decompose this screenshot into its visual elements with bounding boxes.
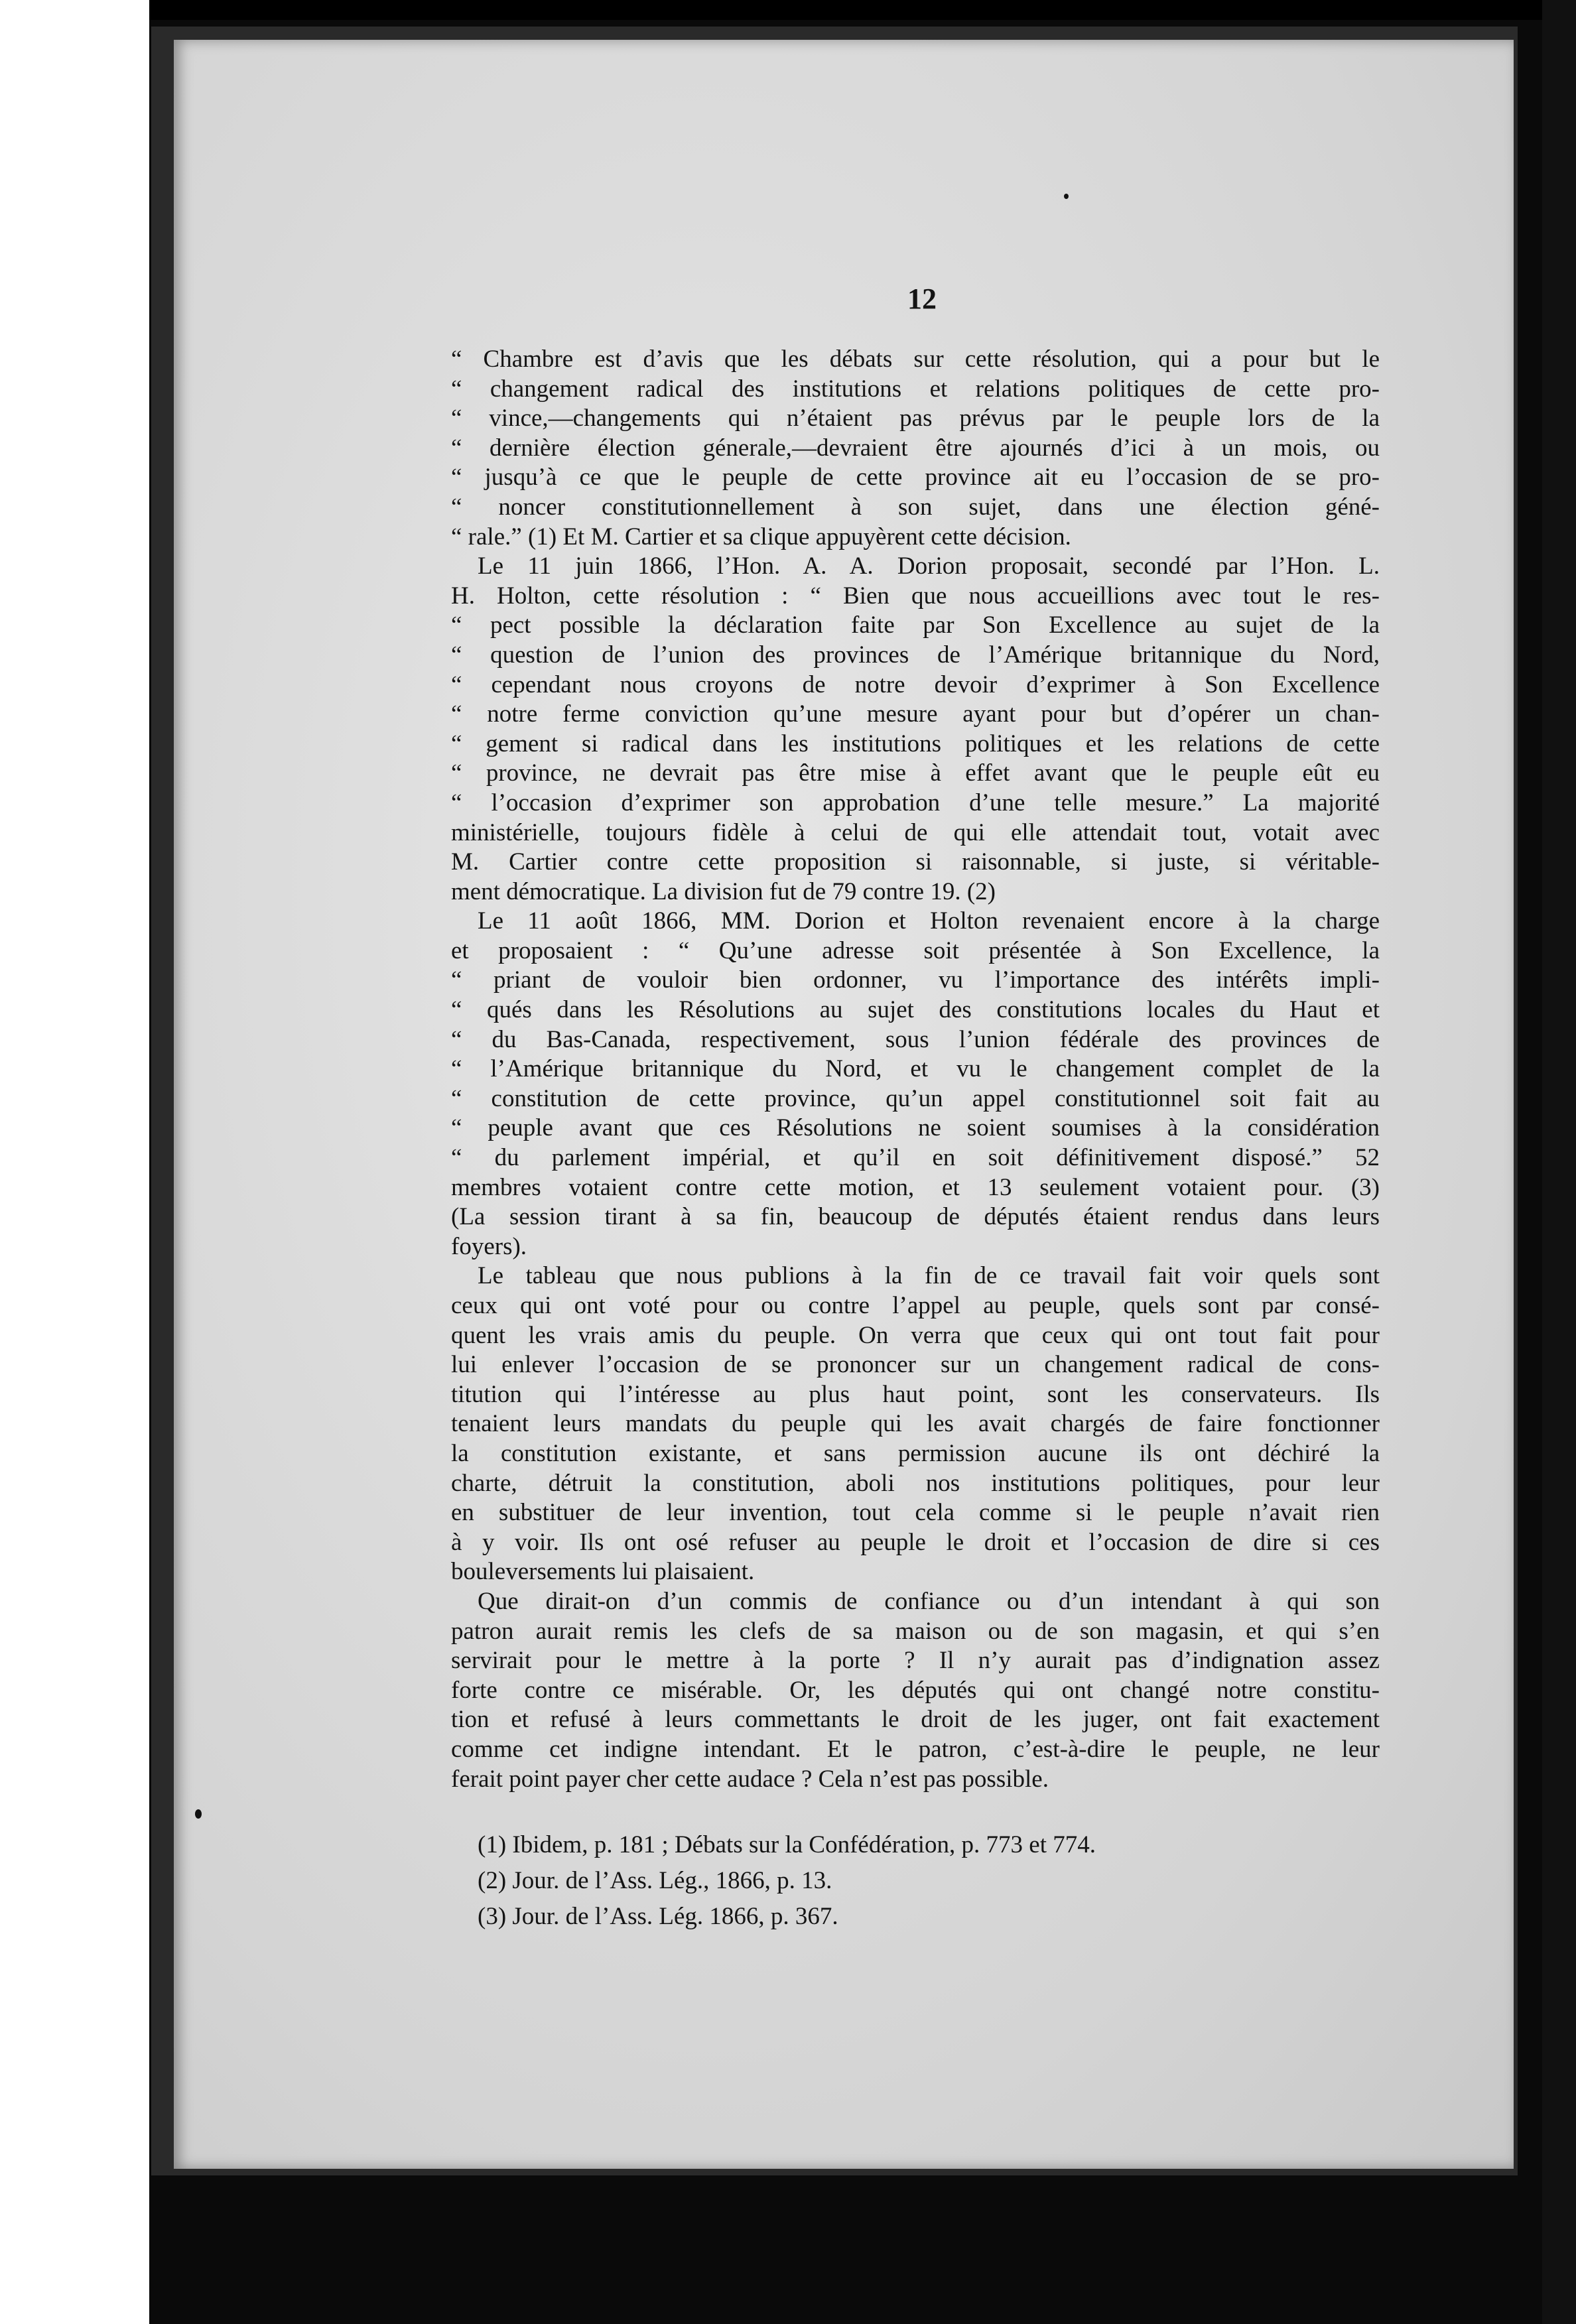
- body-line: foyers).: [451, 1232, 527, 1260]
- body-line: “ gement si radical dans les institutions politiques et les relations de cette: [451, 730, 1380, 757]
- page-number: 12: [907, 283, 937, 315]
- body-line: en substituer de leur invention, tout cela comme si le peuple n’avait rien: [451, 1499, 1380, 1527]
- body-line: Le tableau que nous publions à la fin de ce travail fait voir quels sont: [478, 1262, 1380, 1290]
- body-line: “ noncer constitutionnellement à son sujet, dans une élection géné-: [451, 493, 1380, 521]
- body-line: lui enlever l’occasion de se prononcer sur un changement radical de cons-: [451, 1351, 1380, 1379]
- body-line: M. Cartier contre cette proposition si raisonnable, si juste, si véritable-: [451, 848, 1380, 876]
- body-line: membres votaient contre cette motion, et 13 seulement votaient pour. (3): [451, 1173, 1380, 1201]
- body-line: “ Chambre est d’avis que les débats sur cette résolution, qui a pour but le: [451, 346, 1380, 373]
- body-line: “ cependant nous croyons de notre devoir d’exprimer à Son Excellence: [451, 671, 1380, 698]
- body-line: “ qués dans les Résolutions au sujet des constitutions locales du Haut et: [451, 996, 1380, 1024]
- body-line: “ question de l’union des provinces de l’Amérique britannique du Nord,: [451, 641, 1380, 669]
- body-line: “ l’occasion d’exprimer son approbation d’une telle mesure.” La majorité: [451, 789, 1380, 816]
- document-body: [451, 345, 1380, 1794]
- body-line: Le 11 juin 1866, l’Hon. A. A. Dorion proposait, secondé par l’Hon. L.: [478, 552, 1380, 580]
- body-line: “ changement radical des institutions et relations politiques de cette pro-: [451, 375, 1380, 403]
- body-line: H. Holton, cette résolution : “ Bien que nous accueillions avec tout le res-: [451, 582, 1380, 610]
- footnote: (3) Jour. de l’Ass. Lég. 1866, p. 367.: [478, 1903, 838, 1930]
- body-line: patron aurait remis les clefs de sa maison ou de son magasin, et qui s’en: [451, 1617, 1380, 1645]
- body-line: “ jusqu’à ce que le peuple de cette province ait eu l’occasion de se pro-: [451, 464, 1380, 491]
- body-line: tion et refusé à leurs commettants le droit de les juger, ont fait exactement: [451, 1706, 1380, 1734]
- body-line: quent les vrais amis du peuple. On verra que ceux qui ont tout fait pour: [451, 1321, 1380, 1349]
- body-line: titution qui l’intéresse au plus haut point, sont les conservateurs. Ils: [451, 1380, 1380, 1408]
- body-line: charte, détruit la constitution, aboli nos institutions politiques, pour leur: [451, 1469, 1380, 1497]
- body-line: “ vince,—changements qui n’étaient pas prévus par le peuple lors de la: [451, 405, 1380, 432]
- body-line: bouleversements lui plaisaient.: [451, 1558, 755, 1586]
- body-line: (La session tirant à sa fin, beaucoup de députés étaient rendus dans leurs: [451, 1203, 1380, 1231]
- body-line: “ notre ferme conviction qu’une mesure ayant pour but d’opérer un chan-: [451, 700, 1380, 728]
- body-line: Que dirait-on d’un commis de confiance ou d’un intendant à qui son: [478, 1587, 1380, 1615]
- body-line: ment démocratique. La division fut de 79 contre 19. (2): [451, 877, 996, 905]
- footnote: (2) Jour. de l’Ass. Lég., 1866, p. 13.: [478, 1867, 832, 1894]
- body-line: ministérielle, toujours fidèle à celui de qui elle attendait tout, votait avec: [451, 818, 1380, 846]
- body-line: Le 11 août 1866, MM. Dorion et Holton revenaient encore à la charge: [478, 907, 1380, 935]
- footnotes: [478, 1827, 1340, 1935]
- body-line: forte contre ce misérable. Or, les députés qui ont changé notre constitu-: [451, 1676, 1380, 1704]
- ink-spot: [195, 1809, 202, 1819]
- body-line: comme cet indigne intendant. Et le patron, c’est-à-dire le peuple, ne leur: [451, 1735, 1380, 1763]
- body-line: servirait pour le mettre à la porte ? Il n’y aurait pas d’indignation assez: [451, 1647, 1380, 1675]
- scan-speck: [60, 239, 64, 279]
- body-line: à y voir. Ils ont osé refuser au peuple le droit et l’occasion de dire si ces: [451, 1528, 1380, 1556]
- body-line: “ pect possible la déclaration faite par Son Excellence au sujet de la: [451, 612, 1380, 639]
- body-line: “ peuple avant que ces Résolutions ne soient soumises à la considération: [451, 1114, 1380, 1142]
- ink-spot: [1064, 194, 1069, 199]
- body-line: ceux qui ont voté pour ou contre l’appel au peuple, quels sont par consé-: [451, 1292, 1380, 1319]
- body-line: tenaient leurs mandats du peuple qui les avait chargés de faire fonctionner: [451, 1410, 1380, 1438]
- footnote: (1) Ibidem, p. 181 ; Débats sur la Confédération, p. 773 et 774.: [478, 1831, 1096, 1858]
- body-line: ferait point payer cher cette audace ? Cela n’est pas possible.: [451, 1765, 1049, 1793]
- body-line: et proposaient : “ Qu’une adresse soit présentée à Son Excellence, la: [451, 936, 1380, 964]
- body-line: “ rale.” (1) Et M. Cartier et sa clique appuyèrent cette décision.: [451, 523, 1071, 550]
- body-line: “ constitution de cette province, qu’un appel constitutionnel soit fait au: [451, 1084, 1380, 1112]
- body-line: “ l’Amérique britannique du Nord, et vu le changement complet de la: [451, 1055, 1380, 1083]
- body-line: “ du Bas-Canada, respectivement, sous l’union fédérale des provinces de: [451, 1025, 1380, 1053]
- scan-margin-left: [0, 0, 149, 2324]
- scan-margin-right: [1542, 0, 1576, 2324]
- body-line: “ dernière élection génerale,—devraient être ajournés d’ici à un mois, ou: [451, 434, 1380, 462]
- body-line: “ priant de vouloir bien ordonner, vu l’importance des intérêts impli-: [451, 966, 1380, 994]
- body-line: “ province, ne devrait pas être mise à effet avant que le peuple eût eu: [451, 759, 1380, 787]
- body-line: la constitution existante, et sans permission aucune ils ont déchiré la: [451, 1439, 1380, 1467]
- scan-speck: [99, 1506, 119, 1512]
- body-line: “ du parlement impérial, et qu’il en soit définitivement disposé.” 52: [451, 1144, 1380, 1172]
